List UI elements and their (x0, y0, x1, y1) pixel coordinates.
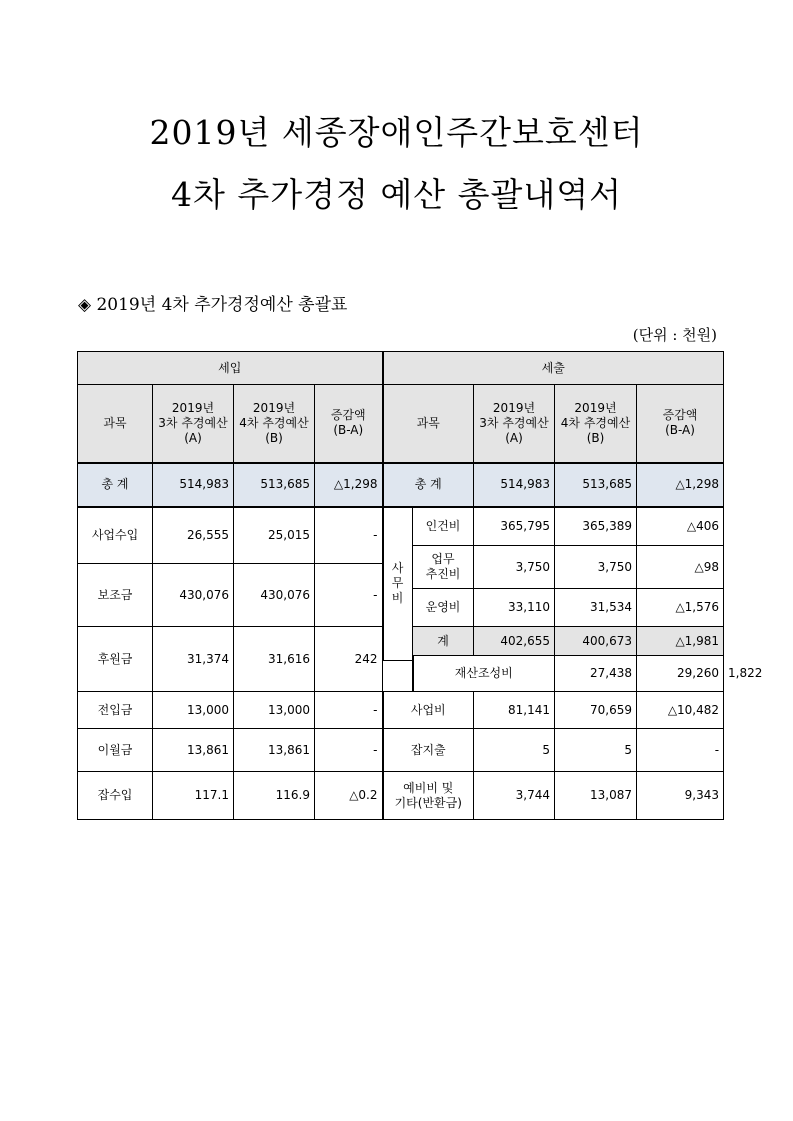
rev-subject: 이월금 (78, 729, 153, 772)
table-row (78, 729, 724, 772)
rev-col-diff: 증감액 (B-A) (315, 385, 383, 463)
rev-b: 116.9 (234, 772, 315, 820)
exp-a: 81,141 (474, 692, 555, 729)
exp-subject: 업무 추진비 (413, 546, 474, 589)
exp-subject: 사업비 (383, 692, 474, 729)
exp-total-label: 총 계 (383, 463, 474, 507)
section-subtitle: ◈ 2019년 4차 추가경정예산 총괄표 (78, 295, 348, 315)
exp-a: 5 (474, 729, 555, 772)
table-row (78, 692, 724, 729)
exp-col-subject: 과목 (383, 385, 474, 463)
exp-col-b: 2019년 4차 추경예산 (B) (555, 385, 637, 463)
rev-diff: - (315, 564, 383, 627)
exp-subject: 운영비 (413, 589, 474, 627)
exp-subject: 재산조성비 (413, 656, 555, 692)
unit-label: (단위 : 천원) (632, 326, 717, 344)
exp-b: 365,389 (555, 507, 637, 546)
rev-total-diff: △1,298 (315, 463, 383, 507)
rev-subject: 보조금 (78, 564, 153, 627)
rev-a: 31,374 (153, 627, 234, 692)
rev-b: 430,076 (234, 564, 315, 627)
budget-summary-table (77, 351, 763, 820)
exp-col-a: 2019년 3차 추경예산 (A) (474, 385, 555, 463)
exp-b: 29,260 (637, 656, 724, 692)
rev-a: 13,861 (153, 729, 234, 772)
exp-subject: 인건비 (413, 507, 474, 546)
office-subtotal-label: 계 (413, 627, 474, 656)
header-row-2 (78, 385, 724, 463)
exp-col-diff: 증감액 (B-A) (637, 385, 724, 463)
rev-total-label: 총 계 (78, 463, 153, 507)
rev-a: 430,076 (153, 564, 234, 627)
header-row-1 (78, 352, 724, 385)
table-row: 재산조성비 27,438 29,260 1,822 (78, 656, 724, 661)
exp-diff: △10,482 (637, 692, 724, 729)
rev-diff: - (315, 692, 383, 729)
exp-subject: 예비비 및 기타(반환금) (383, 772, 474, 820)
exp-a: 3,750 (474, 546, 555, 589)
rev-total-a: 514,983 (153, 463, 234, 507)
office-subtotal-a: 402,655 (474, 627, 555, 656)
rev-a: 26,555 (153, 507, 234, 564)
exp-a: 27,438 (555, 656, 637, 692)
table-row (78, 772, 724, 820)
expense-header: 세출 (383, 352, 724, 385)
rev-total-b: 513,685 (234, 463, 315, 507)
exp-b: 70,659 (555, 692, 637, 729)
office-expense-group-label: 사 무 비 (383, 507, 413, 661)
revenue-header: 세입 (78, 352, 383, 385)
rev-a: 117.1 (153, 772, 234, 820)
rev-subject: 전입금 (78, 692, 153, 729)
office-subtotal-diff: △1,981 (637, 627, 724, 656)
rev-b: 31,616 (234, 627, 315, 692)
exp-a: 33,110 (474, 589, 555, 627)
office-subtotal-b: 400,673 (555, 627, 637, 656)
total-row (78, 463, 724, 507)
rev-diff: - (315, 729, 383, 772)
rev-col-b: 2019년 4차 추경예산 (B) (234, 385, 315, 463)
rev-subject: 사업수입 (78, 507, 153, 564)
rev-a: 13,000 (153, 692, 234, 729)
exp-b: 13,087 (555, 772, 637, 820)
exp-a: 3,744 (474, 772, 555, 820)
rev-subject: 후원금 (78, 627, 153, 692)
exp-subject: 잡지출 (383, 729, 474, 772)
exp-diff: △406 (637, 507, 724, 546)
exp-diff: △1,576 (637, 589, 724, 627)
rev-diff: △0.2 (315, 772, 383, 820)
exp-total-b: 513,685 (555, 463, 637, 507)
table-row (78, 507, 724, 546)
rev-b: 13,861 (234, 729, 315, 772)
exp-diff: △98 (637, 546, 724, 589)
rev-subject: 잡수입 (78, 772, 153, 820)
exp-b: 3,750 (555, 546, 637, 589)
exp-b: 5 (555, 729, 637, 772)
exp-diff: 9,343 (637, 772, 724, 820)
rev-diff: 242 (315, 627, 383, 692)
exp-total-diff: △1,298 (637, 463, 724, 507)
rev-col-subject: 과목 (78, 385, 153, 463)
exp-b: 31,534 (555, 589, 637, 627)
rev-col-a: 2019년 3차 추경예산 (A) (153, 385, 234, 463)
rev-b: 13,000 (234, 692, 315, 729)
document-title-line2: 4차 추가경정 예산 총괄내역서 (170, 175, 622, 214)
exp-a: 365,795 (474, 507, 555, 546)
rev-b: 25,015 (234, 507, 315, 564)
exp-diff: - (637, 729, 724, 772)
exp-total-a: 514,983 (474, 463, 555, 507)
rev-diff: - (315, 507, 383, 564)
document-title-line1: 2019년 세종장애인주간보호센터 (149, 113, 644, 152)
